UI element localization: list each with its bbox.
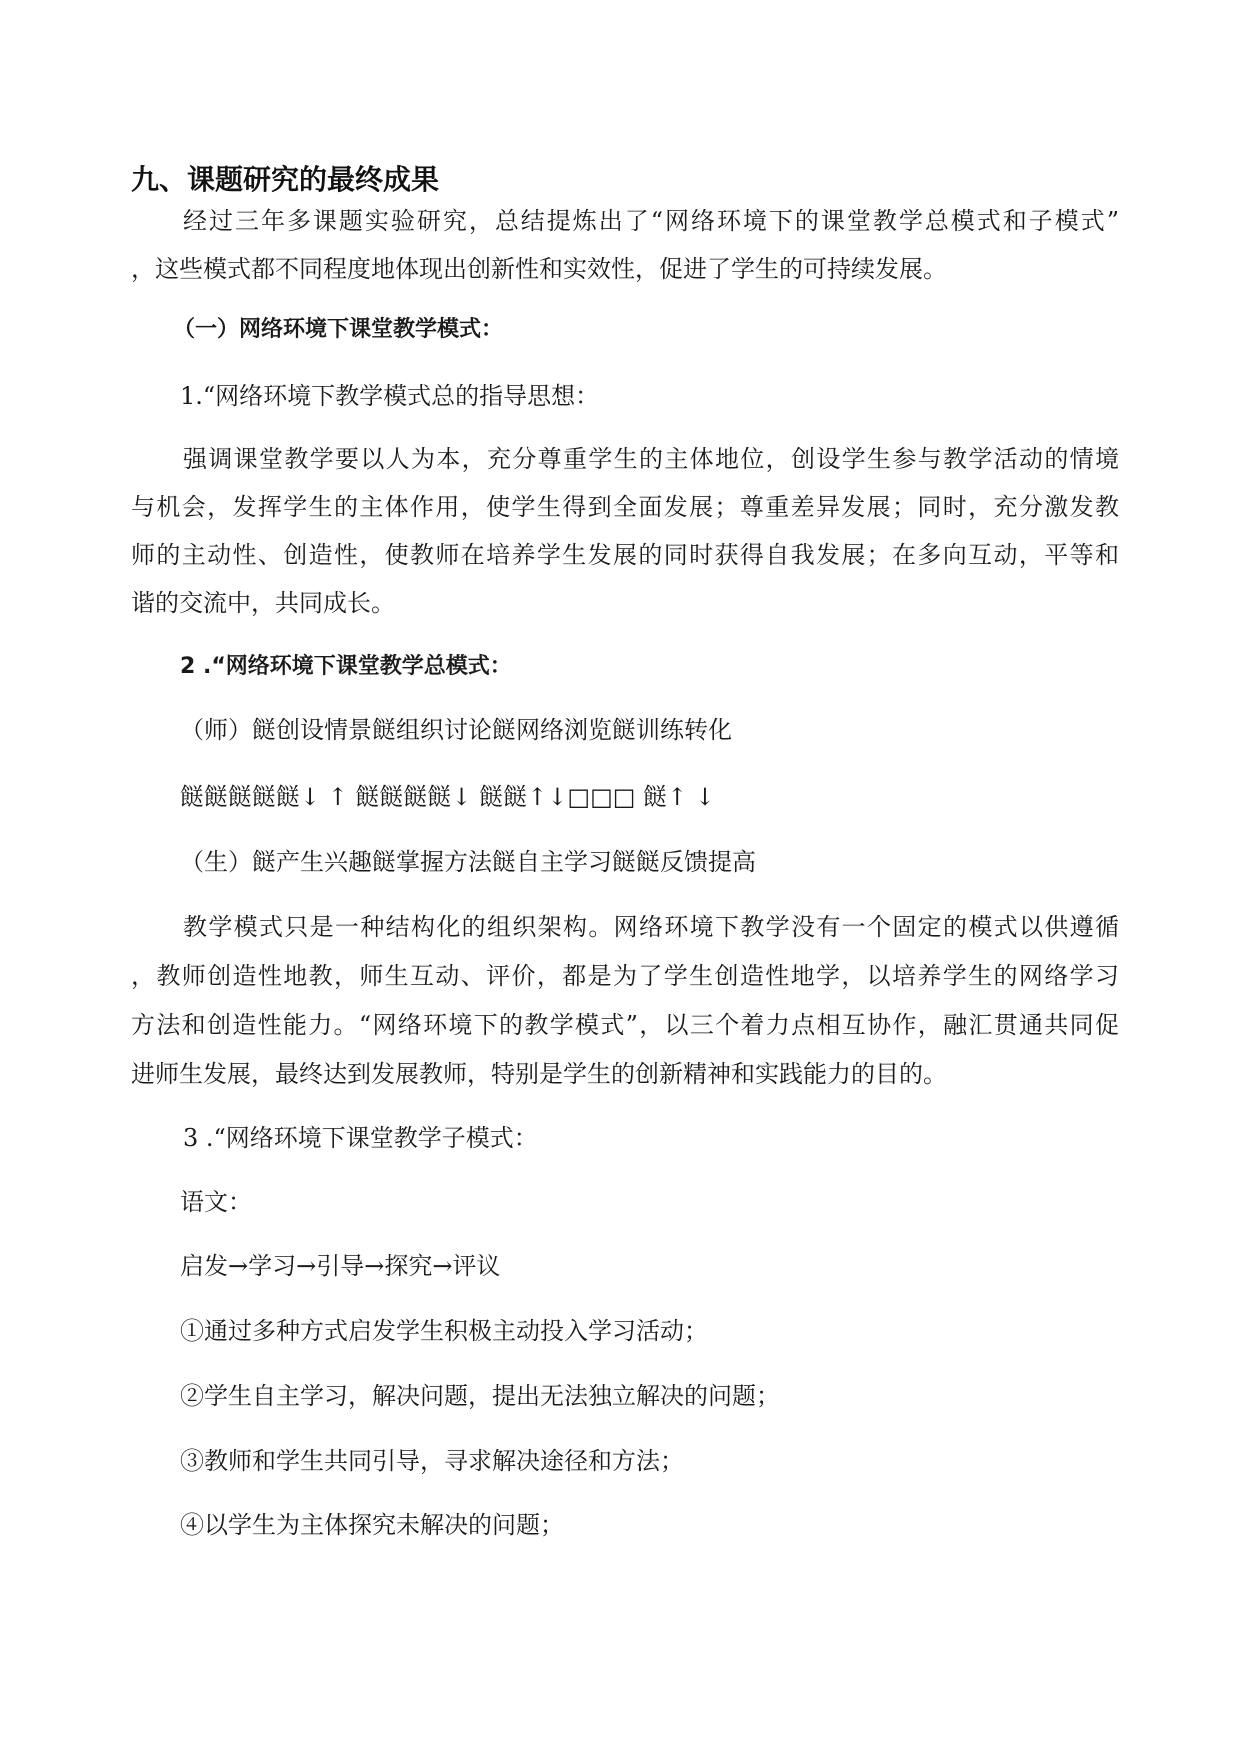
item3-step-1: ①通过多种方式启发学生积极主动投入学习活动；	[180, 1317, 708, 1345]
item1-body-line-4: 谐的交流中，共同成长。	[131, 589, 395, 617]
item1-body-line-1: 强调课堂教学要以人为本，充分尊重学生的主体地位，创设学生参与教学活动的情境	[183, 445, 1119, 473]
item1-body-line-2: 与机会，发挥学生的主体作用，使学生得到全面发展；尊重差异发展；同时，充分激发教	[131, 493, 1119, 521]
item3-heading: 3 .“网络环境下课堂教学子模式：	[183, 1124, 538, 1152]
item3-flow: 启发→学习→引导→探究→评议	[180, 1252, 501, 1280]
subsection-heading: （一）网络环境下课堂教学模式：	[173, 317, 504, 342]
model-diagram-line-1: （师）餸创设情景餸组织讨论餸网络浏览餸训练转化	[180, 716, 732, 744]
item3-step-2: ②学生自主学习，解决问题，提出无法独立解决的问题；	[180, 1382, 780, 1410]
item2-body-line-2: ，教师创造性地教，师生互动、评价，都是为了学生创造性地学，以培养学生的网络学习	[131, 962, 1119, 990]
item1-heading: 1.“网络环境下教学模式总的指导思想：	[180, 382, 600, 410]
item2-body-line-4: 进师生发展，最终达到发展教师，特别是学生的创新精神和实践能力的目的。	[131, 1060, 947, 1088]
item1-body-line-3: 师的主动性、创造性，使教师在培养学生发展的同时获得自我发展；在多向互动，平等和	[131, 541, 1119, 569]
item2-heading: 2 .“网络环境下课堂教学总模式：	[180, 654, 512, 679]
item3-step-4: ④以学生为主体探究未解决的问题；	[180, 1511, 564, 1539]
item3-subject: 语文：	[180, 1188, 252, 1216]
intro-line-1: 经过三年多课题实验研究，总结提炼出了“网络环境下的课堂教学总模式和子模式”	[183, 207, 1119, 235]
model-diagram-line-2: 餸餸餸餸餸↓ ↑ 餸餸餸餸↓ 餸餸↑↓□□□ 餸↑ ↓	[180, 783, 715, 811]
item3-step-3: ③教师和学生共同引导，寻求解决途径和方法；	[180, 1447, 684, 1475]
section-title: 九、课题研究的最终成果	[131, 163, 440, 196]
model-diagram-line-3: （生）餸产生兴趣餸掌握方法餸自主学习餸餸反馈提高	[180, 848, 756, 876]
item2-body-line-1: 教学模式只是一种结构化的组织架构。网络环境下教学没有一个固定的模式以供遵循	[183, 913, 1119, 941]
intro-line-2: ，这些模式都不同程度地体现出创新性和实效性，促进了学生的可持续发展。	[131, 255, 947, 283]
item2-body-line-3: 方法和创造性能力。“网络环境下的教学模式”，以三个着力点相互协作，融汇贯通共同促	[131, 1011, 1119, 1039]
